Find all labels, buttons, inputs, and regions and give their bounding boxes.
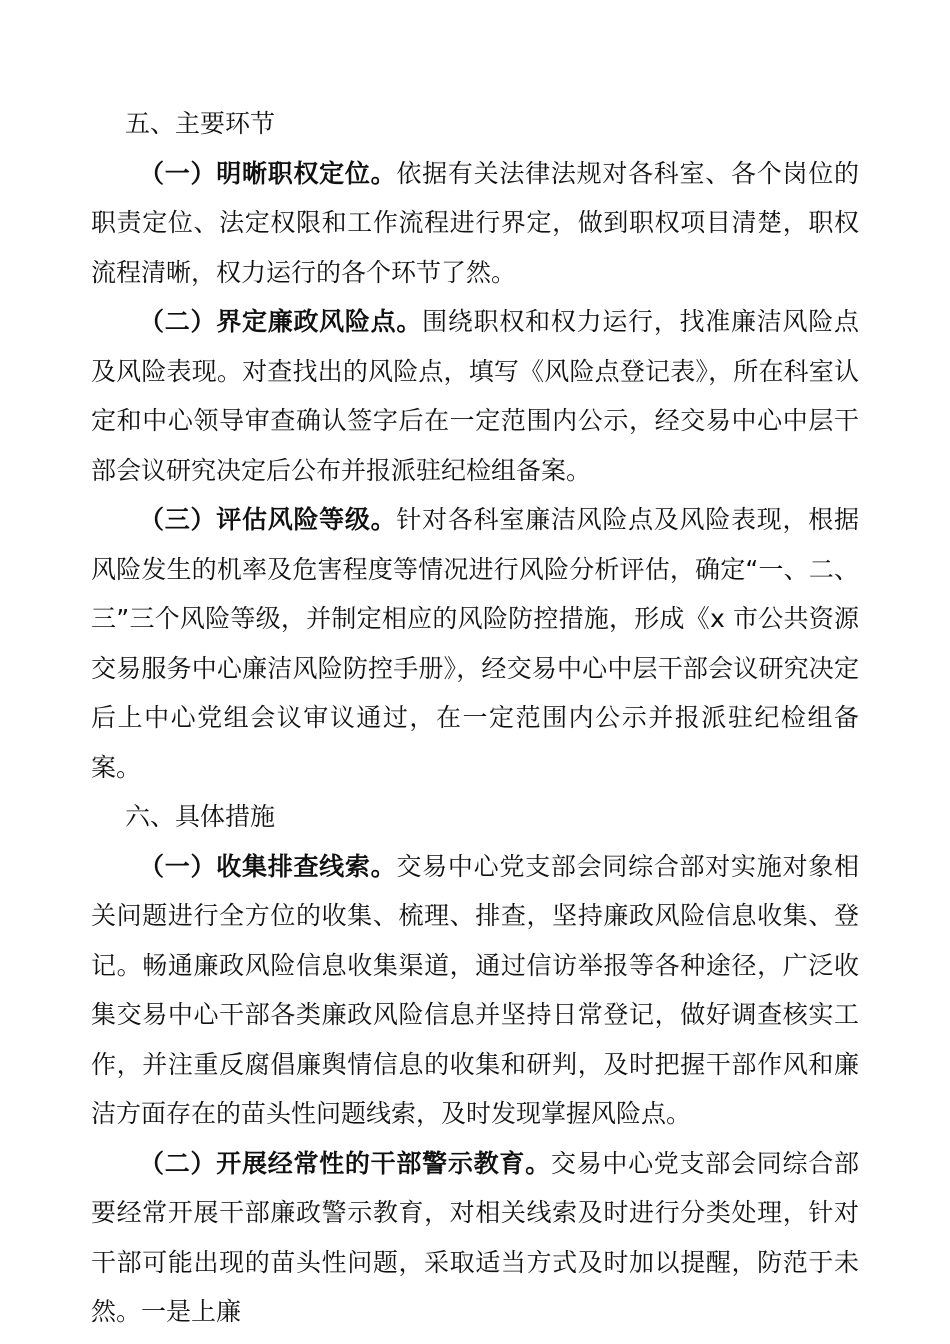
- paragraph-collect-clues: [91, 842, 859, 1139]
- paragraph-lead: （三）评估风险等级。: [139, 505, 397, 534]
- paragraph-assess-risk-levels: [91, 495, 859, 792]
- document-page: [91, 99, 859, 1337]
- paragraph-body: 针对各科室廉洁风险点及风险表现，根据风险发生的机率及危害程度等情况进行风险分析评估，确定“一、二、三”三个风险等级，并制定相应的风险防控措施，形成《x 市公共资源交易服务中心廉洁风险防控手册》，经交易中心中层干部会议研究决定后上中心党组会议审议通过，在一定范围内公示并报派驻纪检组备案。: [91, 505, 859, 782]
- paragraph-lead: （二）界定廉政风险点。: [139, 307, 423, 336]
- paragraph-body: 依据有关法律法规对各科室、各个岗位的职责定位、法定权限和工作流程进行界定，做到职权项目清楚，职权流程清晰，权力运行的各个环节了然。: [91, 158, 859, 287]
- paragraph-define-risk-points: [91, 297, 859, 495]
- paragraph-body: 交易中心党支部会同综合部要经常开展干部廉政警示教育，对相关线索及时进行分类处理，针对干部可能出现的苗头性问题，采取适当方式及时加以提醒，防范于未然。一是上廉: [91, 1148, 859, 1326]
- paragraph-lead: （二）开展经常性的干部警示教育。: [139, 1148, 551, 1178]
- paragraph-clarify-authority: [91, 149, 859, 298]
- section-heading-specific-measures: 六、具体措施: [125, 802, 276, 831]
- paragraph-lead: （一）明晰职权定位。: [139, 158, 397, 188]
- paragraph-body: 围绕职权和权力运行，找准廉洁风险点及风险表现。对查找出的风险点，填写《风险点登记表》，所在科室认定和中心领导审查确认签字后在一定范围内公示，经交易中心中层干部会议研究决定后公布并报派驻纪检组备案。: [91, 307, 859, 485]
- paragraph-warning-education: [91, 1139, 859, 1337]
- section-heading-main-links: 五、主要环节: [125, 109, 276, 138]
- paragraph-lead: （一）收集排查线索。: [139, 851, 397, 881]
- paragraph-body: 交易中心党支部会同综合部对实施对象相关问题进行全方位的收集、梳理、排查，坚持廉政风险信息收集、登记。畅通廉政风险信息收集渠道，通过信访举报等各种途径，广泛收集交易中心干部各类廉政风险信息并坚持日常登记，做好调查核实工作，并注重反腐倡廉舆情信息的收集和研判，及时把握干部作风和廉洁方面存在的苗头性问题线索，及时发现掌握风险点。: [91, 851, 859, 1128]
